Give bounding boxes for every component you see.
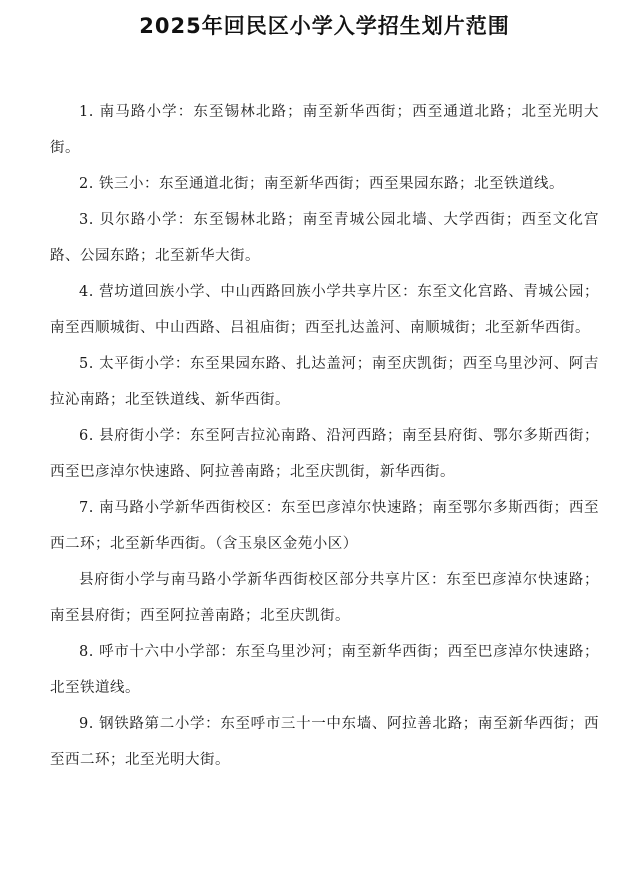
paragraph-school-5: 5. 太平街小学：东至果园东路、扎达盖河；南至庆凯街；西至乌里沙河、阿吉拉沁南路；北至铁道线、新华西街。 <box>50 356 599 408</box>
paragraph-school-9: 9. 钢铁路第二小学：东至呼市三十一中东墙、阿拉善北路；南至新华西街；西至西二环；北至光明大街。 <box>50 716 599 768</box>
paragraph-school-1: 1. 南马路小学：东至锡林北路；南至新华西街；西至通道北路；北至光明大街。 <box>50 104 599 156</box>
paragraph-school-7: 7. 南马路小学新华西街校区：东至巴彦淖尔快速路；南至鄂尔多斯西街；西至西二环；北至新华西街。（含玉泉区金苑小区） <box>50 500 599 552</box>
paragraph-school-2: 2. 铁三小：东至通道北街；南至新华西街；西至果园东路；北至铁道线。 <box>79 176 564 192</box>
paragraph-school-6: 6. 县府街小学：东至阿吉拉沁南路、沿河西路；南至县府街、鄂尔多斯西街；西至巴彦淖尔快速路、阿拉善南路；北至庆凯街，新华西街。 <box>50 428 599 480</box>
paragraph-school-8: 8. 呼市十六中小学部：东至乌里沙河；南至新华西街；西至巴彦淖尔快速路；北至铁道线。 <box>50 644 599 696</box>
paragraph-school-4: 4. 营坊道回族小学、中山西路回族小学共享片区：东至文化宫路、青城公园；南至西顺城街、中山西路、吕祖庙街；西至扎达盖河、南顺城街；北至新华西街。 <box>50 284 599 336</box>
page-title: 2025年回民区小学入学招生划片范围 <box>139 14 510 38</box>
paragraph-school-3: 3. 贝尔路小学：东至锡林北路；南至青城公园北墙、大学西街；西至文化宫路、公园东路；北至新华大街。 <box>50 212 599 264</box>
paragraph-shared-zone: 县府街小学与南马路小学新华西街校区部分共享片区：东至巴彦淖尔快速路；南至县府街；西至阿拉善南路；北至庆凯街。 <box>50 572 599 624</box>
